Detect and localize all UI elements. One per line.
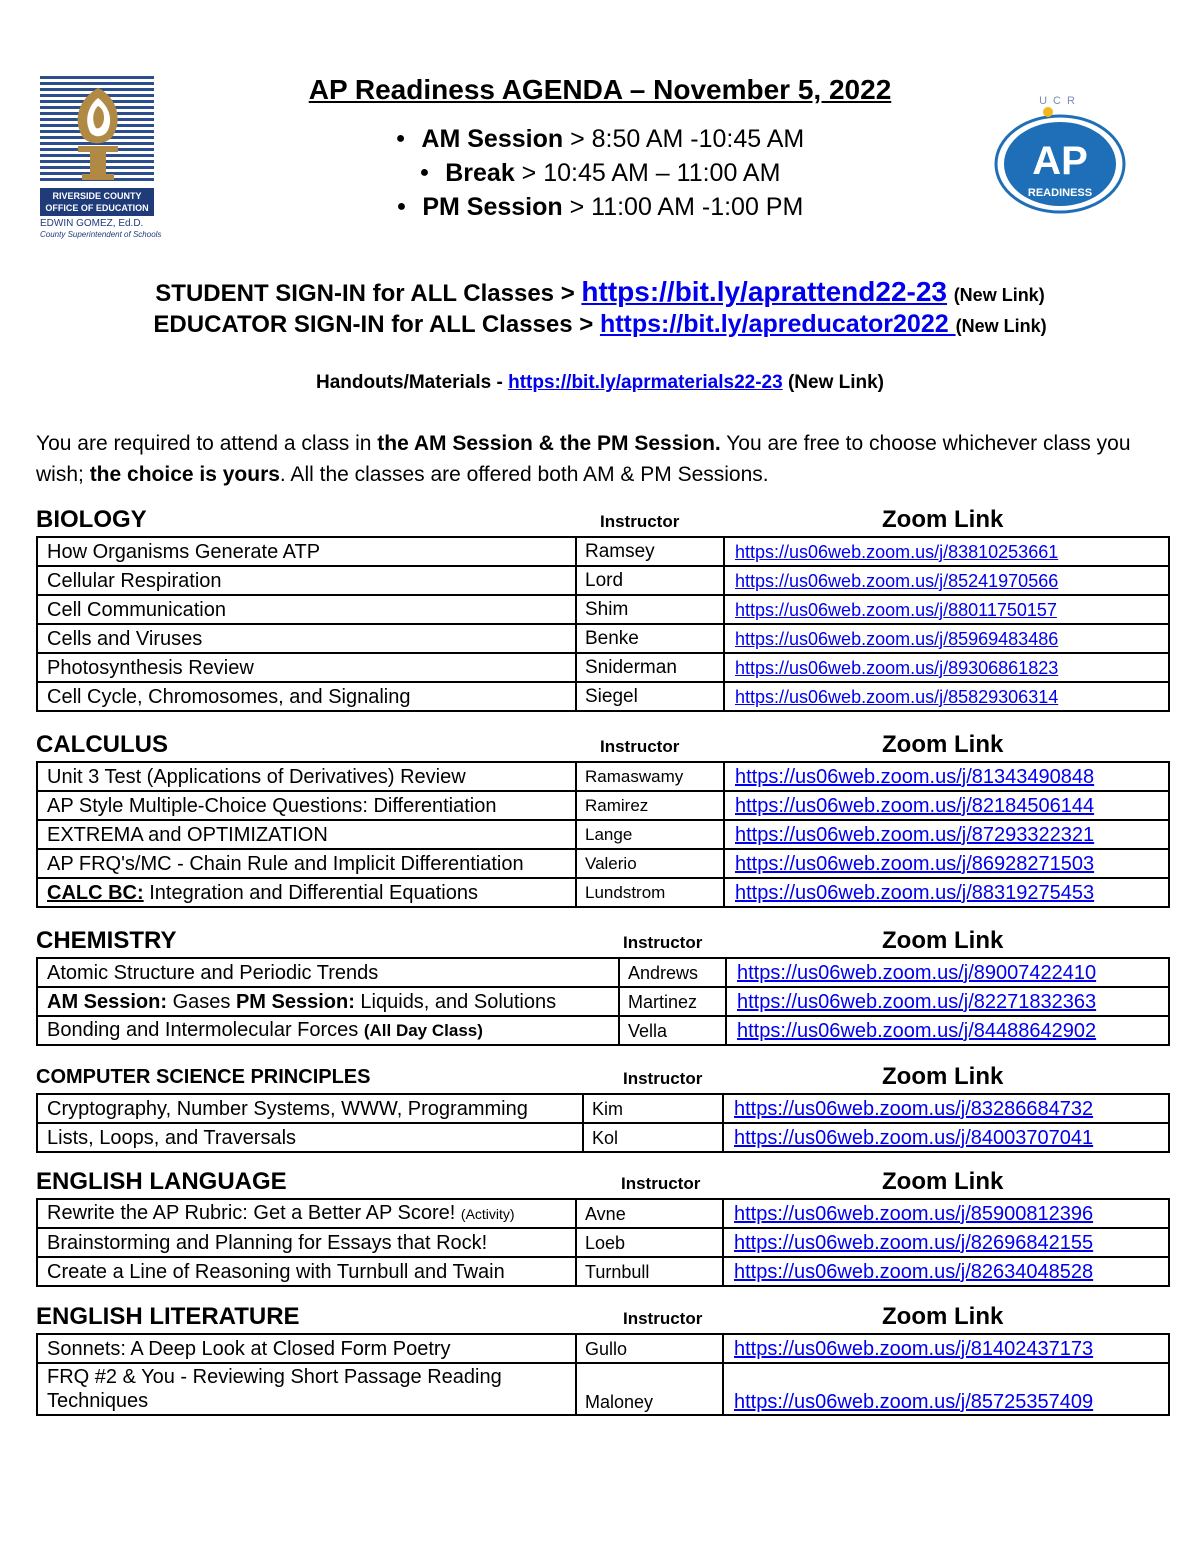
english-language-table	[36, 1198, 1170, 1287]
class-name: Lists, Loops, and Traversals	[37, 1123, 583, 1152]
section-chemistry	[36, 927, 1168, 1046]
table-row	[37, 1228, 1169, 1257]
section-title: COMPUTER SCIENCE PRINCIPLES	[36, 1066, 371, 1088]
instructor-name: Kim	[583, 1094, 723, 1123]
table-row	[37, 1016, 1169, 1045]
zoom-link-header: Zoom Link	[882, 731, 1004, 758]
instructor-name: Siegel	[576, 682, 724, 711]
class-name: Sonnets: A Deep Look at Closed Form Poetry	[37, 1334, 576, 1363]
educator-new-link-note: (New Link)	[955, 316, 1047, 336]
rcoe-superintendent-name: EDWIN GOMEZ, Ed.D.	[40, 218, 144, 229]
educator-signin	[0, 310, 1200, 339]
table-row	[37, 653, 1169, 682]
ap-logo-bottom: READINESS	[1027, 187, 1093, 199]
table-row	[37, 682, 1169, 711]
table-row	[37, 566, 1169, 595]
zoom-link[interactable]: https://us06web.zoom.us/j/83810253661	[735, 541, 1059, 562]
instructor-header: Instructor	[600, 737, 680, 756]
zoom-link-header: Zoom Link	[882, 506, 1004, 533]
instructor-name: Ramirez	[576, 791, 724, 820]
instructor-name: Avne	[576, 1199, 723, 1228]
student-signin-label: STUDENT SIGN-IN for ALL Classes >	[155, 280, 582, 307]
section-english-literature	[36, 1303, 1168, 1416]
table-row	[37, 820, 1169, 849]
zoom-link[interactable]: https://us06web.zoom.us/j/85241970566	[735, 570, 1059, 591]
student-new-link-note: (New Link)	[953, 285, 1045, 305]
instructor-name: Lundstrom	[576, 878, 724, 907]
class-name: EXTREMA and OPTIMIZATION	[37, 820, 576, 849]
table-row	[37, 1363, 1169, 1415]
class-name: FRQ #2 & You - Reviewing Short Passage Reading Techniques	[37, 1363, 576, 1415]
instructor-name: Turnbull	[576, 1257, 723, 1286]
class-name: Atomic Structure and Periodic Trends	[37, 958, 619, 987]
instructor-name: Sniderman	[576, 653, 724, 682]
table-row	[37, 762, 1169, 791]
rcoe-line1: RIVERSIDE COUNTY	[52, 191, 142, 201]
intro-paragraph: You are required to attend a class in the AM Session & the PM Session. You are free to choose whichever class you wish; the choice is yours. All the classes are offered both AM & PM Sessions.	[36, 432, 1131, 486]
class-name: Rewrite the AP Rubric: Get a Better AP Score! (Activity)	[37, 1199, 576, 1228]
section-biology	[36, 506, 1168, 712]
instructor-name: Kol	[583, 1123, 723, 1152]
zoom-link-header: Zoom Link	[882, 927, 1004, 954]
handouts-line: Handouts/Materials - https://bit.ly/aprmaterials22-23 (New Link)	[315, 372, 885, 393]
zoom-link[interactable]: https://us06web.zoom.us/j/87293322321	[735, 823, 1095, 846]
zoom-link[interactable]: https://us06web.zoom.us/j/85969483486	[735, 628, 1059, 649]
instructor-name: Maloney	[576, 1363, 723, 1415]
table-row	[37, 1334, 1169, 1363]
table-row	[37, 987, 1169, 1016]
instructor-header: Instructor	[600, 512, 680, 531]
zoom-link[interactable]: https://us06web.zoom.us/j/83286684732	[734, 1097, 1094, 1120]
zoom-link[interactable]: https://us06web.zoom.us/j/82634048528	[734, 1260, 1094, 1283]
table-row	[37, 849, 1169, 878]
zoom-link[interactable]: https://us06web.zoom.us/j/84003707041	[734, 1126, 1094, 1149]
section-title: CHEMISTRY	[36, 927, 177, 954]
ap-logo-main: AP	[1032, 139, 1088, 183]
table-row	[37, 624, 1169, 653]
zoom-link[interactable]: https://us06web.zoom.us/j/89007422410	[737, 961, 1097, 984]
class-name: AM Session: Gases PM Session: Liquids, and Solutions	[37, 987, 619, 1016]
zoom-link[interactable]: https://us06web.zoom.us/j/85900812396	[734, 1202, 1094, 1225]
zoom-link[interactable]: https://us06web.zoom.us/j/81402437173	[734, 1337, 1094, 1360]
zoom-link[interactable]: https://us06web.zoom.us/j/82696842155	[734, 1231, 1094, 1254]
instructor-name: Lord	[576, 566, 724, 595]
zoom-link[interactable]: https://us06web.zoom.us/j/81343490848	[735, 765, 1095, 788]
zoom-link-header: Zoom Link	[882, 1063, 1004, 1090]
session-break: ● Break > 10:45 AM – 11:00 AM	[419, 159, 781, 187]
zoom-link[interactable]: https://us06web.zoom.us/j/84488642902	[737, 1019, 1097, 1042]
table-row	[37, 791, 1169, 820]
class-name: Cellular Respiration	[37, 566, 576, 595]
instructor-name: Martinez	[619, 987, 726, 1016]
instructor-name: Lange	[576, 820, 724, 849]
zoom-link[interactable]: https://us06web.zoom.us/j/88319275453	[735, 881, 1095, 904]
table-row	[37, 878, 1169, 907]
educator-signin-label: EDUCATOR SIGN-IN for ALL Classes >	[153, 311, 600, 338]
instructor-header: Instructor	[623, 933, 703, 952]
zoom-link[interactable]: https://us06web.zoom.us/j/85725357409	[734, 1391, 1094, 1413]
instructor-name: Vella	[619, 1016, 726, 1045]
biology-table	[36, 536, 1170, 712]
zoom-link-header: Zoom Link	[882, 1303, 1004, 1330]
class-name: Cells and Viruses	[37, 624, 576, 653]
bullet-icon: ●	[395, 130, 406, 147]
zoom-link[interactable]: https://us06web.zoom.us/j/82184506144	[735, 794, 1095, 817]
table-row	[37, 1257, 1169, 1286]
instructor-name: Shim	[576, 595, 724, 624]
instructor-name: Ramaswamy	[576, 762, 724, 791]
section-title: ENGLISH LITERATURE	[36, 1303, 300, 1330]
zoom-link[interactable]: https://us06web.zoom.us/j/86928271503	[735, 852, 1095, 875]
class-name: CALC BC: Integration and Differential Equations	[37, 878, 576, 907]
table-row	[37, 595, 1169, 624]
class-name: How Organisms Generate ATP	[37, 537, 576, 566]
instructor-name: Andrews	[619, 958, 726, 987]
instructor-header: Instructor	[623, 1309, 703, 1328]
instructor-name: Gullo	[576, 1334, 723, 1363]
bullet-icon: ●	[396, 198, 407, 215]
class-name: Cell Communication	[37, 595, 576, 624]
instructor-name: Ramsey	[576, 537, 724, 566]
calc-bc-prefix: CALC BC:	[47, 881, 144, 904]
english-literature-table	[36, 1333, 1170, 1416]
student-signin-link[interactable]: https://bit.ly/aprattend22-23	[581, 276, 948, 307]
zoom-link[interactable]: https://us06web.zoom.us/j/85829306314	[735, 686, 1059, 707]
table-row	[37, 1123, 1169, 1152]
instructor-name: Valerio	[576, 849, 724, 878]
section-title: BIOLOGY	[36, 506, 147, 533]
session-list	[0, 122, 1200, 224]
section-title: ENGLISH LANGUAGE	[36, 1168, 287, 1195]
session-pm: ● PM Session > 11:00 AM -1:00 PM	[396, 193, 804, 221]
class-name: AP Style Multiple-Choice Questions: Differentiation	[37, 791, 576, 820]
instructor-name: Benke	[576, 624, 724, 653]
table-row	[37, 537, 1169, 566]
table-row	[37, 1199, 1169, 1228]
calculus-table	[36, 761, 1170, 908]
instructor-header: Instructor	[621, 1174, 701, 1193]
zoom-link[interactable]: https://us06web.zoom.us/j/88011750157	[735, 599, 1057, 620]
rcoe-superintendent-title: County Superintendent of Schools	[40, 230, 162, 239]
class-name: Cell Cycle, Chromosomes, and Signaling	[37, 682, 576, 711]
educator-signin-link[interactable]: https://bit.ly/apreducator2022	[599, 310, 956, 338]
section-title: CALCULUS	[36, 731, 168, 758]
class-name: Brainstorming and Planning for Essays that Rock!	[37, 1228, 576, 1257]
zoom-link[interactable]: https://us06web.zoom.us/j/89306861823	[735, 657, 1059, 678]
section-computer-science-principles	[36, 1063, 1168, 1153]
bullet-icon: ●	[419, 164, 430, 181]
class-name: Bonding and Intermolecular Forces (All Day Class)	[37, 1016, 619, 1045]
chemistry-table	[36, 957, 1170, 1046]
instructor-name: Loeb	[576, 1228, 723, 1257]
agenda-title: AP Readiness AGENDA – November 5, 2022	[308, 74, 892, 105]
table-row	[37, 1094, 1169, 1123]
section-english-language	[36, 1168, 1168, 1287]
section-calculus	[36, 731, 1168, 908]
class-name: AP FRQ's/MC - Chain Rule and Implicit Differentiation	[37, 849, 576, 878]
ap-logo-top: UCR	[1039, 95, 1081, 107]
instructor-header: Instructor	[623, 1069, 703, 1088]
rcoe-line2: OFFICE OF EDUCATION	[45, 203, 149, 213]
zoom-link-header: Zoom Link	[882, 1168, 1004, 1195]
student-signin	[0, 276, 1200, 308]
class-name: Cryptography, Number Systems, WWW, Programming	[37, 1094, 583, 1123]
class-name: Photosynthesis Review	[37, 653, 576, 682]
csp-table	[36, 1093, 1170, 1153]
handouts-link[interactable]: https://bit.ly/aprmaterials22-23	[508, 372, 783, 393]
session-am: ● AM Session > 8:50 AM -10:45 AM	[395, 125, 805, 153]
class-name: Create a Line of Reasoning with Turnbull and Twain	[37, 1257, 576, 1286]
table-row	[37, 958, 1169, 987]
class-name: Unit 3 Test (Applications of Derivatives) Review	[37, 762, 576, 791]
zoom-link[interactable]: https://us06web.zoom.us/j/82271832363	[737, 990, 1097, 1013]
